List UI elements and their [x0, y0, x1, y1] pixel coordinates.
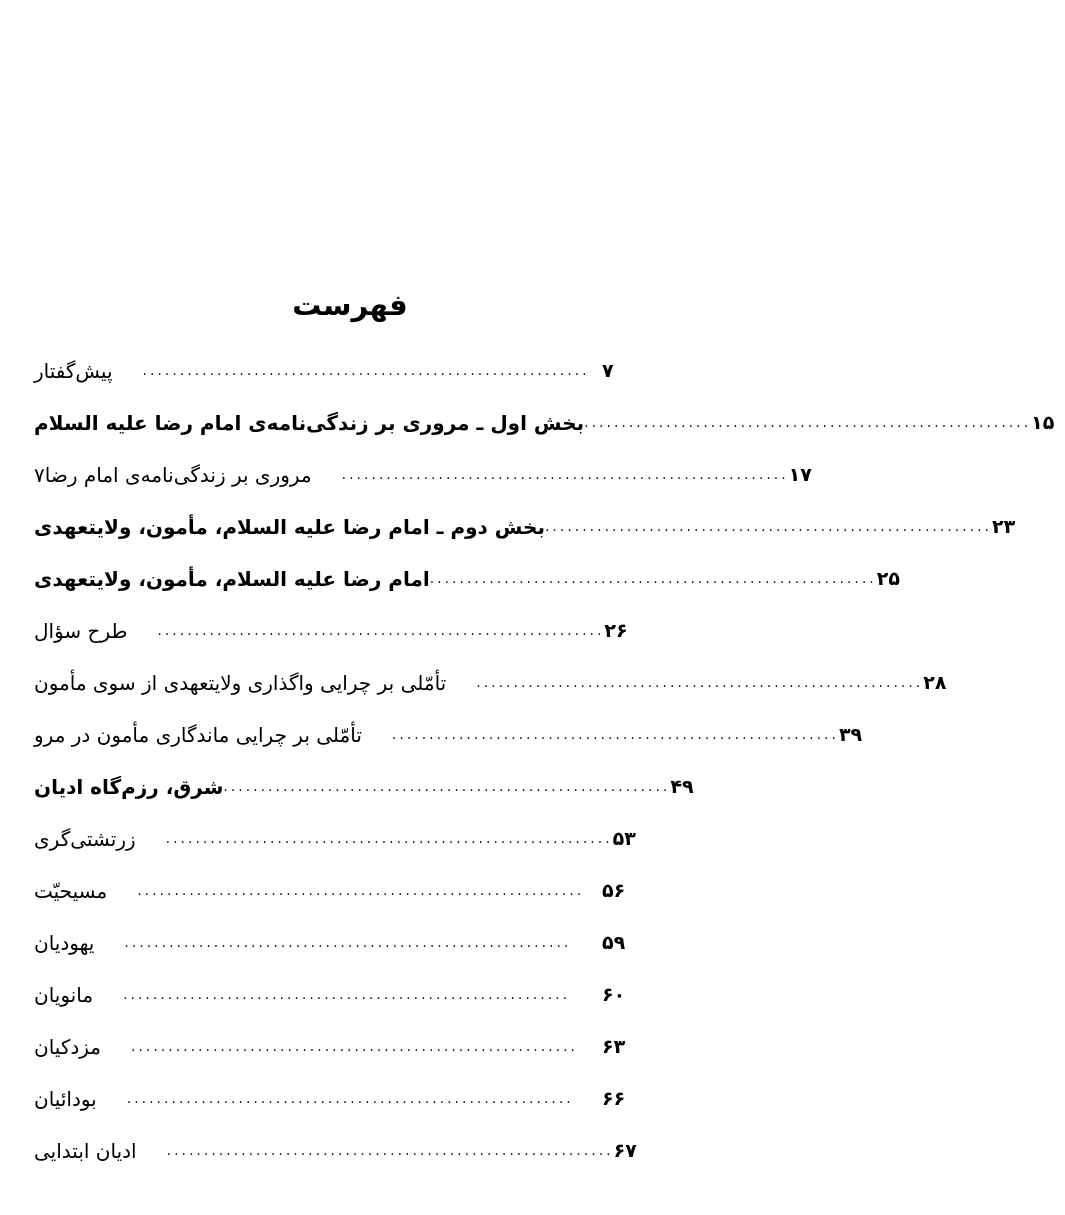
toc-entry-page-number: ۶۷	[613, 1140, 637, 1162]
dot-leader: ............................................................	[131, 1039, 579, 1055]
toc-entry	[24, 553, 900, 605]
toc-entry-title: پیش‌گفتار	[34, 359, 113, 383]
toc-entry-title: زرتشتی‌گری	[34, 827, 136, 851]
toc-entry-page-number: ۱۵	[1031, 412, 1055, 434]
toc-entry	[24, 397, 1055, 449]
toc-entry-title: ادیان ابتدایی	[34, 1139, 137, 1163]
toc-entry	[24, 1073, 636, 1125]
toc-entry	[24, 761, 694, 813]
toc-entry-page-number: ۷	[602, 360, 614, 382]
dot-leader: ............................................................	[584, 415, 1032, 431]
dot-leader: ............................................................	[391, 727, 839, 743]
toc-entry	[24, 1021, 636, 1073]
toc-entry-page-number: ۲۵	[876, 568, 900, 590]
toc-entry-page-number: ۶۰	[602, 984, 626, 1006]
toc-entry-title: تأمّلی بر چرایی ماندگاری مأمون در مرو	[34, 723, 362, 747]
dot-leader: ............................................................	[429, 571, 877, 587]
toc-entry	[24, 969, 636, 1021]
dot-leader: ............................................................	[544, 519, 992, 535]
toc-entry-title: بخش دوم ـ امام رضا علیه السلام، مأمون، ولایتعهدی	[34, 515, 545, 539]
dot-leader: ............................................................	[223, 779, 671, 795]
dot-leader: ............................................................	[137, 883, 585, 899]
toc-entry-page-number: ۶۶	[602, 1088, 626, 1110]
toc-entry	[24, 657, 947, 709]
page-title: فهرست	[292, 288, 408, 322]
toc-entry	[24, 917, 636, 969]
toc-entry-page-number: ۱۷	[788, 464, 812, 486]
toc-entry-title: طرح سؤال	[34, 619, 128, 643]
toc-entry-title: مانویان	[34, 983, 94, 1007]
dot-leader: ............................................................	[157, 623, 605, 639]
table-of-contents	[24, 345, 1055, 1177]
dot-leader: ............................................................	[476, 675, 924, 691]
toc-entry-title: یهودیان	[34, 931, 95, 955]
toc-entry-title: تأمّلی بر چرایی واگذاری ولایتعهدی از سوی مأمون	[34, 671, 447, 695]
toc-entry-page-number: ۵۳	[612, 828, 636, 850]
toc-entry-title: مروری بر زندگی‌نامه‌ی امام رضا۷	[34, 463, 312, 487]
toc-entry	[24, 501, 1016, 553]
toc-entry	[24, 345, 636, 397]
toc-entry-title: بودائیان	[34, 1087, 97, 1111]
toc-entry-title: شرق، رزم‌گاه ادیان	[34, 775, 224, 799]
dot-leader: ............................................................	[165, 831, 613, 847]
toc-entry-title: بخش اول ـ مروری بر زندگی‌نامه‌ی امام رضا علیه السلام	[34, 411, 585, 435]
toc-entry	[24, 865, 636, 917]
toc-entry	[24, 605, 636, 657]
dot-leader: ............................................................	[126, 1091, 574, 1107]
toc-entry	[24, 709, 863, 761]
toc-entry-title: مسیحیّت	[34, 879, 108, 903]
toc-entry-title: مزدکیان	[34, 1035, 101, 1059]
toc-entry-page-number: ۳۹	[838, 724, 863, 746]
toc-entry	[24, 449, 812, 501]
dot-leader: ............................................................	[341, 467, 789, 483]
toc-entry-page-number: ۲۳	[992, 516, 1016, 538]
toc-entry-page-number: ۲۶	[604, 620, 628, 642]
toc-entry-page-number: ۶۳	[602, 1036, 626, 1058]
toc-entry	[24, 1125, 636, 1177]
dot-leader: ............................................................	[142, 363, 590, 379]
toc-entry-page-number: ۵۶	[602, 880, 626, 902]
toc-entry	[24, 813, 636, 865]
toc-entry-title: امام رضا علیه السلام، مأمون، ولایتعهدی	[34, 567, 430, 591]
dot-leader: ............................................................	[123, 987, 571, 1003]
toc-entry-page-number: ۲۸	[923, 672, 947, 694]
dot-leader: ............................................................	[166, 1143, 614, 1159]
dot-leader: ............................................................	[124, 935, 572, 951]
toc-entry-page-number: ۵۹	[602, 932, 626, 954]
toc-entry-page-number: ۴۹	[670, 776, 694, 798]
